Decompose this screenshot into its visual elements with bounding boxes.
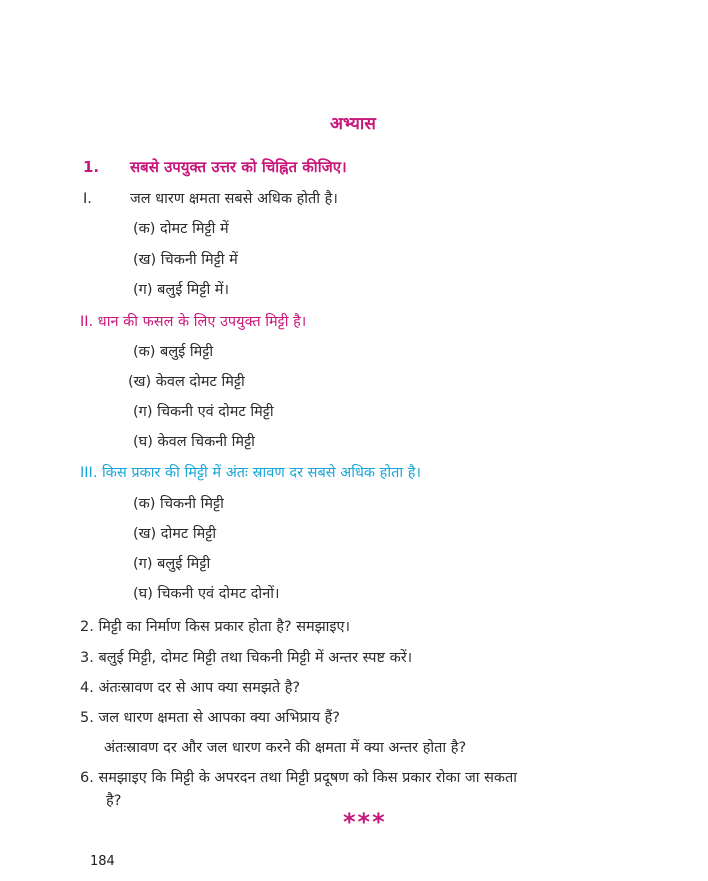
question-3: 3. बलुई मिट्टी, दोमट मिट्टी तथा चिकनी मिट्टी में अन्तर स्पष्ट करें। — [80, 650, 413, 666]
question-1-text: सबसे उपयुक्त उत्तर को चिह्नित कीजिए। — [130, 158, 347, 176]
question-4: 4. अंतःस्रावण दर से आप क्या समझते है? — [80, 680, 301, 696]
exercise-title: अभ्यास — [330, 114, 376, 134]
option-iii-gha: (घ) चिकनी एवं दोमट दोनों। — [133, 586, 280, 602]
option-i-ka: (क) दोमट मिट्टी में — [133, 221, 229, 237]
question-6-continuation: है? — [106, 793, 122, 809]
subquestion-ii-text: II. धान की फसल के लिए उपयुक्त मिट्टी है। — [80, 314, 307, 330]
option-iii-ga: (ग) बलुई मिट्टी — [133, 556, 211, 572]
question-5: 5. जल धारण क्षमता से आपका क्या अभिप्राय हैं? — [80, 710, 340, 726]
option-ii-ga: (ग) चिकनी एवं दोमट मिट्टी — [133, 404, 274, 420]
option-iii-kha: (ख) दोमट मिट्टी — [133, 526, 217, 542]
question-2: 2. मिट्टी का निर्माण किस प्रकार होता है? समझाइए। — [80, 619, 351, 635]
option-ii-kha: (ख) केवल दोमट मिट्टी — [128, 374, 245, 390]
option-iii-ka: (क) चिकनी मिट्टी — [133, 496, 224, 512]
question-6: 6. समझाइए कि मिट्टी के अपरदन तथा मिट्टी प्रदूषण को किस प्रकार रोका जा सकता — [80, 770, 518, 786]
option-i-ga: (ग) बलुई मिट्टी में। — [133, 282, 229, 298]
page-number: 184 — [90, 854, 115, 869]
question-5-continuation: अंतःस्रावण दर और जल धारण करने की क्षमता में क्या अन्तर होता है? — [104, 740, 467, 756]
question-1-number: 1. — [83, 158, 100, 176]
end-stars: *** — [343, 808, 387, 836]
subquestion-i-text: जल धारण क्षमता सबसे अधिक होती है। — [130, 191, 338, 207]
subquestion-iii-text: III. किस प्रकार की मिट्टी में अंतः स्रावण दर सबसे अधिक होता है। — [80, 465, 421, 481]
option-i-kha: (ख) चिकनी मिट्टी में — [133, 252, 238, 268]
option-ii-gha: (घ) केवल चिकनी मिट्टी — [133, 434, 255, 450]
option-ii-ka: (क) बलुई मिट्टी — [133, 344, 214, 360]
subquestion-i-label: I. — [83, 191, 92, 207]
